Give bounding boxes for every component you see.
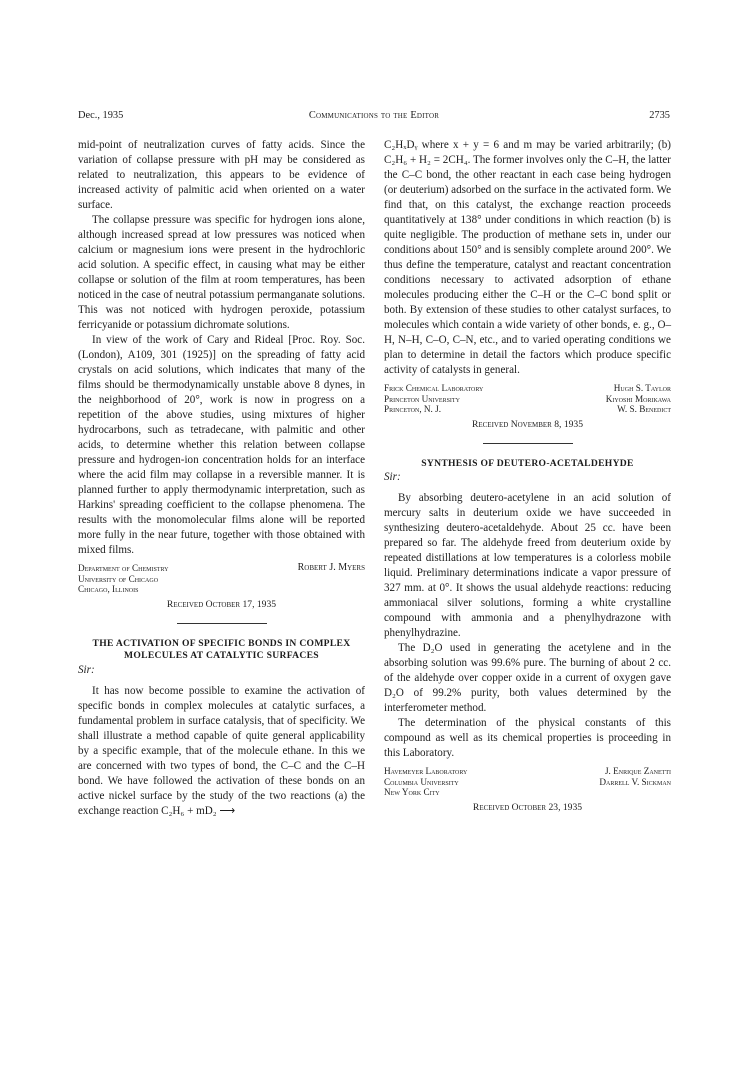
signature-block	[384, 766, 671, 798]
paragraph: The determination of the physical constants of this compound as well as its chemical properties is proceeding in this Laboratory.	[384, 717, 671, 760]
article-title: THE ACTIVATION OF SPECIFIC BONDS IN COMPLEX MOLECULES AT CATALYTIC SURFACES	[92, 637, 351, 662]
received-date: Received October 23, 1935	[472, 802, 583, 814]
paragraph: By absorbing deutero-acetylene in an acid solution of mercury salts in deuterium oxide we have succeeded in synthesizing deutero-acetaldehyde. About 25 cc. have been prepared so far. The aldehyde freed from deuterium oxide by repeated distillations at low temperatures is a colorless mobile liquid. Preliminary determinations indicate a vapor pressure of 327 mm. at 0°. It shows the usual aldehyde reactions: reducing ammoniacal silver solutions, forming a white crystalline compound with ammonia and a phenylhydrazone with phenylhydrazine.	[384, 492, 671, 640]
paragraph: mid-point of neutralization curves of fatty acids. Since the variation of collapse pressure with pH may be considered as related to neutralization, this appears to be evidence of increased activity of palmitic acid when oriented on a water surface.	[78, 139, 365, 211]
section-divider	[177, 623, 267, 624]
header-page-number: 2735	[649, 110, 670, 121]
author-name: J. Enrique Zanetti	[604, 766, 671, 777]
affiliation-line: Princeton University	[384, 393, 460, 404]
left-column	[78, 138, 365, 819]
author-name: W. S. Benedict	[617, 404, 671, 415]
running-header	[78, 110, 670, 126]
author-name: Hugh S. Taylor	[613, 383, 671, 393]
affiliation-line: Princeton, N. J.	[384, 404, 442, 415]
author-name: Kiyoshi Morikawa	[605, 393, 671, 404]
salutation: Sir:	[384, 471, 401, 484]
affiliation-line: Department of Chemistry	[78, 563, 169, 573]
received-date: Received October 17, 1935	[166, 598, 277, 610]
article-title: SYNTHESIS OF DEUTERO-ACETALDEHYDE	[421, 457, 634, 469]
affiliation-line: New York City	[384, 787, 440, 798]
paragraph: The D₂O used in generating the acetylene and in the absorbing solution was 99.6% pure. The burning of about 2 cc. of the aldehyde over copper oxide in a current of oxygen gave D₂O of 99.2% purity, both values determined by the interferometer method.	[384, 642, 671, 715]
signature-block	[384, 383, 671, 415]
author-name: Robert J. Myers	[297, 562, 365, 573]
header-section-title: Communications to the Editor	[308, 110, 440, 121]
salutation: Sir:	[78, 663, 95, 676]
affiliation-line: Chicago, Illinois	[78, 584, 139, 595]
paragraph: In view of the work of Cary and Rideal [Proc. Roy. Soc. (London), A109, 301 (1925)] on the spreading of fatty acid crystals on acid solutions, which indicates that many of the films should be thermodynamically unstable above 8 dynes, in the neighborhood of 20°, work is now in progress on a repetition of the above studies, using mixtures of higher hydrocarbons, such as tetradecane, with palmitic and other acids, to determine whether this relation between collapse pressure and hydrogen-ion concentration holds for an interface where the acid film may collapse in a reversible manner. It is planned further to apply thermodynamic interpretation, such as Harkins' spreading coefficient to the collapse phenomena. The results with the monomolecular films alone will be reported more fully in the near future, together with those obtained with mixed films.	[78, 334, 365, 556]
right-column	[384, 138, 671, 815]
author-name: Darrell V. Sickman	[599, 776, 671, 787]
paragraph: C₂HₓDᵧ where x + y = 6 and m may be varied arbitrarily; (b) C₂H₆ + H₂ = 2CH₄. The former involves only the C–H, the latter the C–C bond, the other reactant in each case being hydrogen (or deuterium) adsorbed on the surface in the activated form. We find that, on this catalyst, the exchange reaction proceeds quantitatively at 138° under conditions in which reaction (b) is quite negligible. The production of methane sets in, under our conditions about 150° and is sensibly complete around 200°. We thus define the temperature, catalyst and reactant concentration conditions necessary to activated adsorption of ethane molecules producing either the C–H or the C–C bond split or both. By extension of these studies to other catalyst surfaces, to molecules which contain a wide variety of other bonds, e. g., O–H, N–H, C–O, C–N, etc., and to varied operating conditions we plan to determine in detail the factors which produce specific activity of catalysts in general.	[384, 139, 671, 376]
paragraph: It has now become possible to examine the activation of specific bonds in complex molecules at catalytic surfaces, a fundamental problem in surface catalysis, that of specificity. We shall illustrate a method capable of quite general applicability by a specific example, that of the molecule ethane. In this we are concerned with two types of bond, the C–C and the C–H bond. We have followed the activation of these bonds on an active nickel surface by the study of the two reactions (a) the exchange reaction C₂H₆ + mD₂ ⟶	[78, 684, 365, 817]
received-date: Received November 8, 1935	[471, 418, 584, 430]
affiliation-line: Columbia University	[384, 776, 459, 787]
paragraph: The collapse pressure was specific for hydrogen ions alone, although increased spread at low pressures was noticed when calcium or magnesium ions were present in the hydrochloric acid solution. A specific effect, in causing what may be either collapse or solution of the film at room temperatures, has been noticed in the case of neutral potassium permanganate solutions. This was not noticed with hydrogen peroxide, potassium ferricyanide or potassium dichromate solutions.	[78, 214, 365, 331]
affiliation-line: University of Chicago	[78, 573, 159, 584]
affiliation-line: Frick Chemical Laboratory	[384, 383, 484, 393]
affiliation-line: Havemeyer Laboratory	[384, 766, 468, 777]
header-date: Dec., 1935	[78, 110, 124, 121]
section-divider	[483, 443, 573, 444]
signature-block	[78, 563, 365, 595]
